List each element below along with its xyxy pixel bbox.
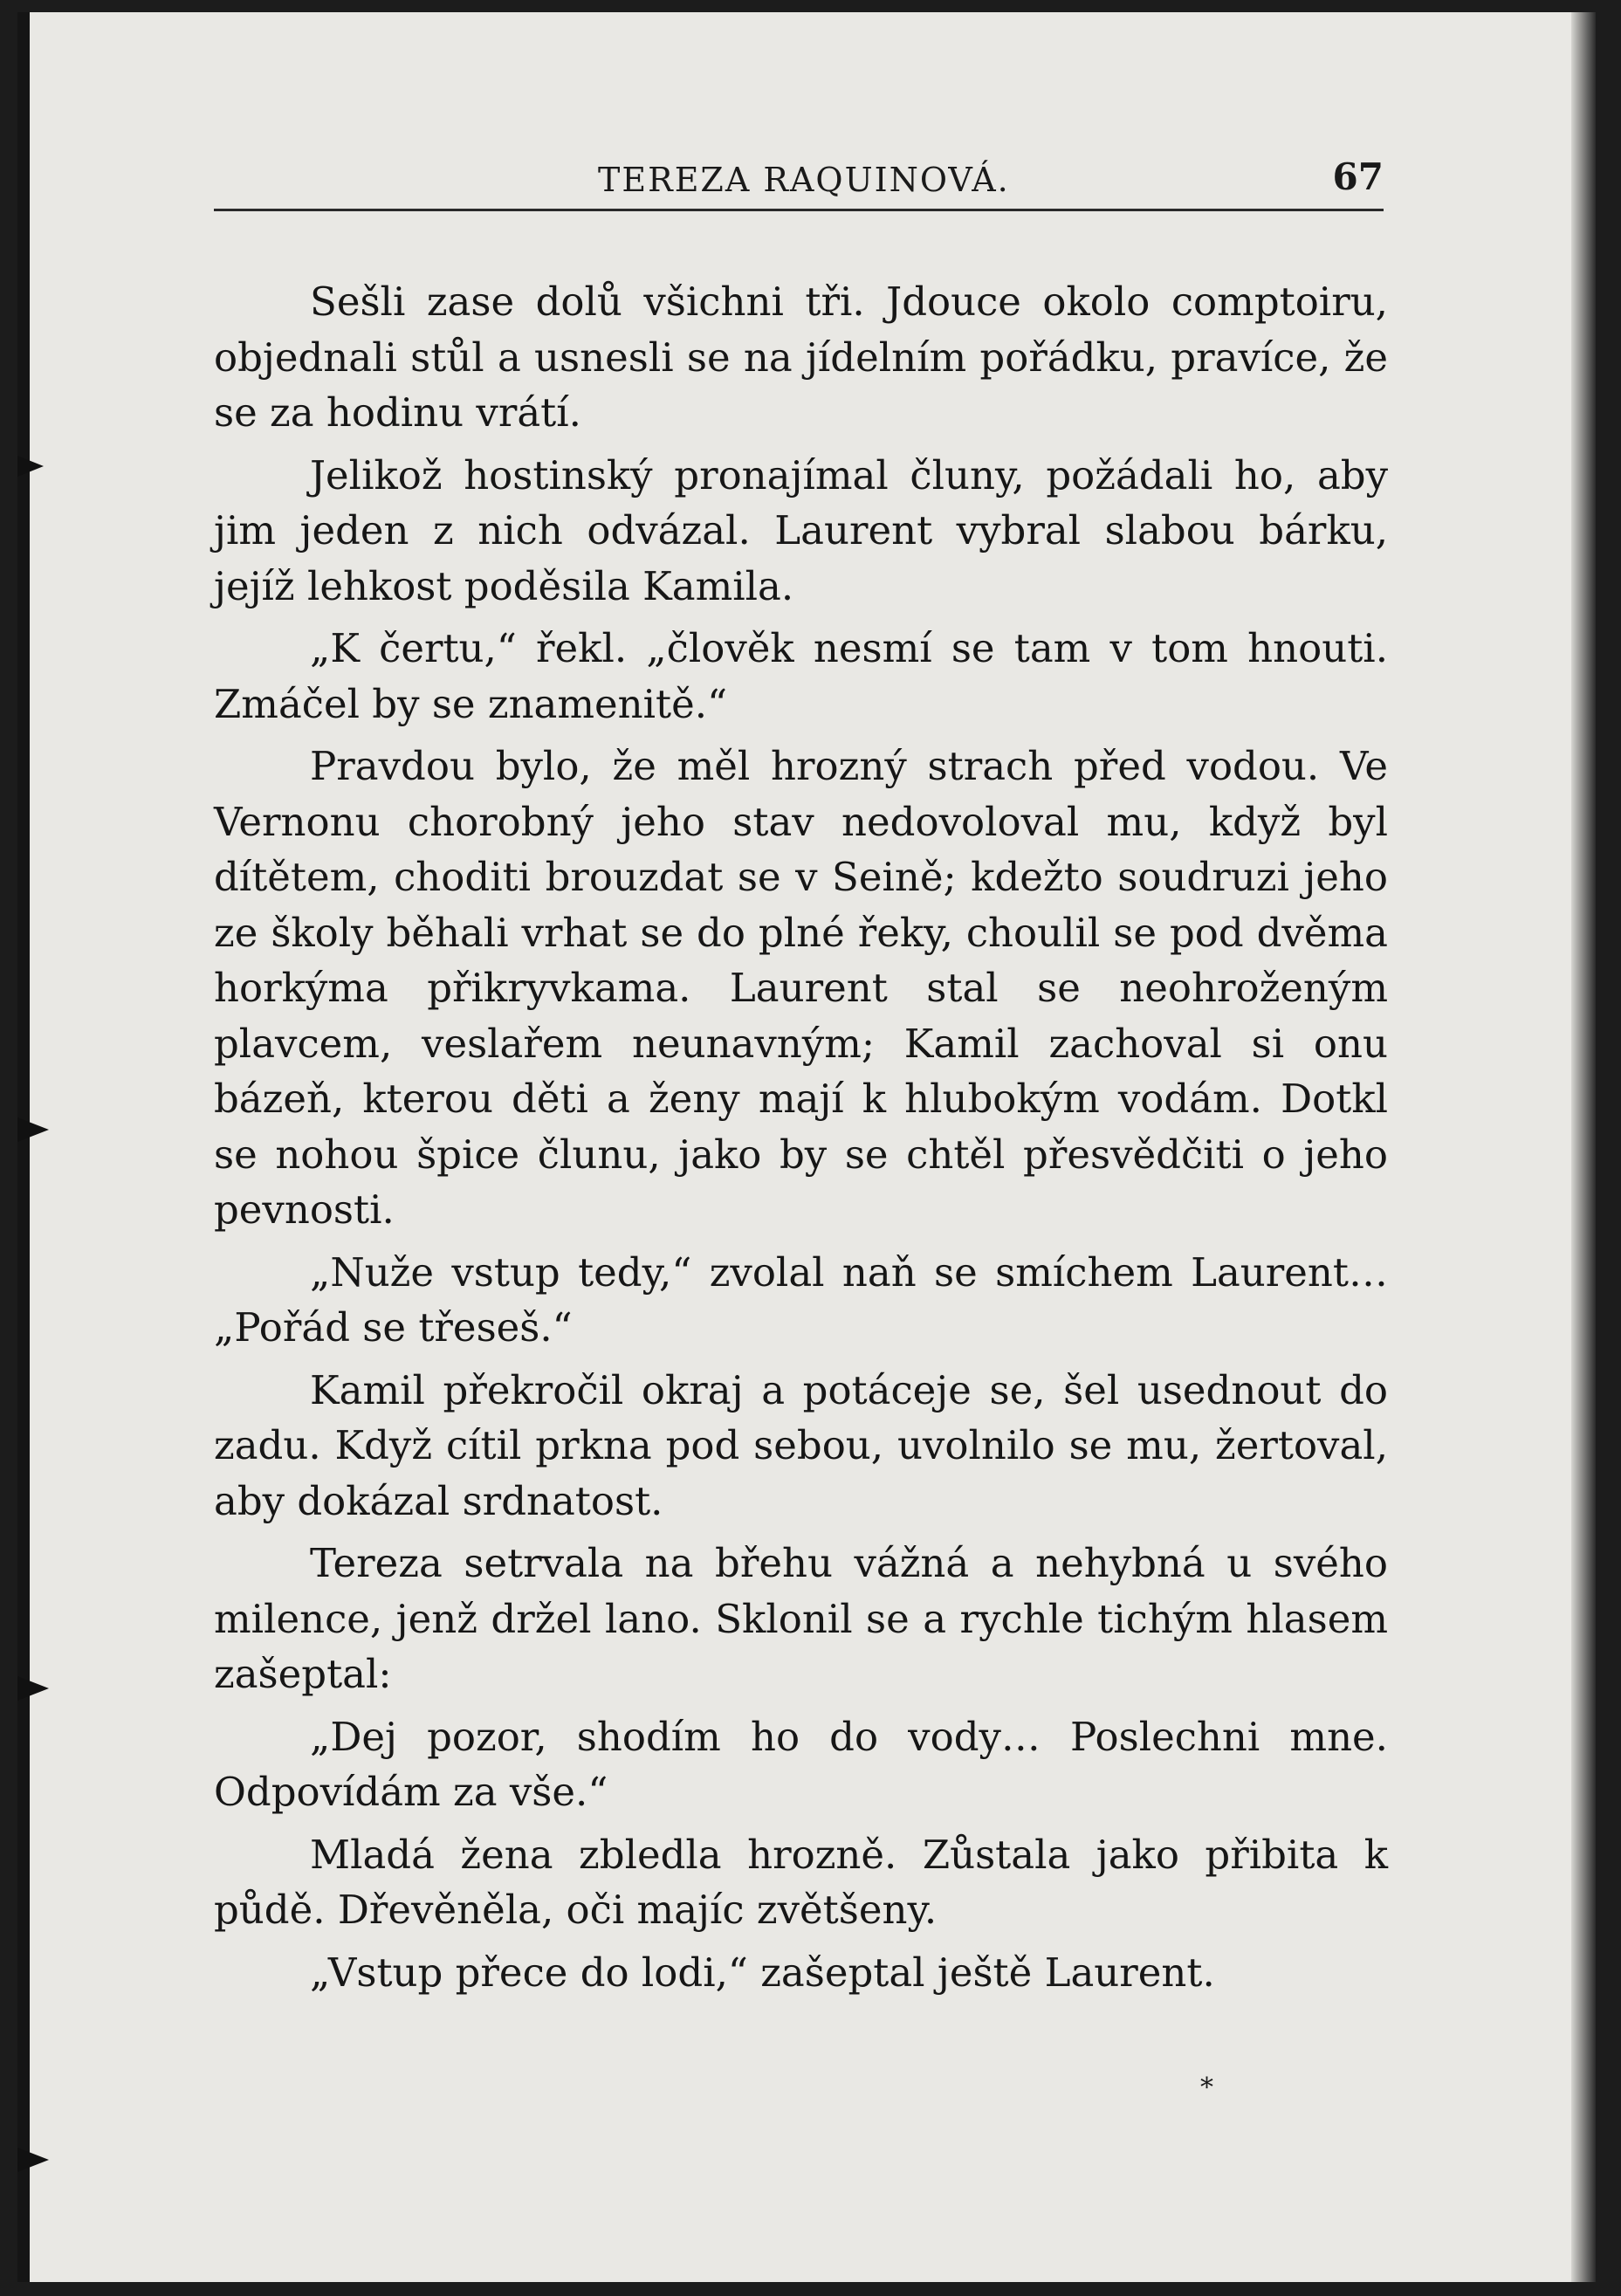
page-number: 67	[1332, 155, 1384, 198]
binding-stitch-icon	[17, 1671, 52, 1706]
page-edge-shadow	[1571, 12, 1596, 2282]
page-header	[214, 152, 1384, 204]
binding-stitch-icon	[17, 449, 52, 484]
running-title: TEREZA RAQUINOVÁ.	[598, 161, 1010, 199]
paragraph: Mladá žena zbledla hrozně. Zůstala jako přibita k půdě. Dřevěněla, oči majíc zvětšeny.	[214, 1831, 1388, 1933]
paragraph: Pravdou bylo, že měl hrozný strach před vodou. Ve Vernonu chorobný jeho stav nedovoloval mu, když byl dítětem, choditi brouzdat se v Seině; kdežto soudruzi jeho ze školy běhali vrhat se do plné řeky, choulil se pod dvěma horkýma přikryvkama. Laurent stal se neohroženým plavcem, veslařem neunavným; Kamil zachoval si onu bázeň, kterou děti a ženy mají k hlubokým vodám. Dotkl se nohou špice člunu, jako by se chtěl přesvědčiti o jeho pevnosti.	[214, 743, 1388, 1233]
paragraph: Jelikož hostinský pronajímal čluny, požádali ho, aby jim jeden z nich odvázal. Laurent vybral slabou bárku, jejíž lehkost poděsila Kamila.	[214, 451, 1388, 609]
paragraph: „K čertu,“ řekl. „člověk nesmí se tam v tom hnouti. Zmáčel by se znamenitě.“	[214, 625, 1388, 727]
paragraph: Sešli zase dolů všichni tři. Jdouce okolo comptoiru, objednali stůl a usnesli se na jídelním pořádku, pravíce, že se za hodinu vrátí.	[214, 278, 1388, 436]
body-text	[214, 274, 1388, 2007]
end-mark: *	[1200, 2073, 1213, 2103]
paragraph: „Nuže vstup tedy,“ zvolal naň se smíchem Laurent… „Pořád se třeseš.“	[214, 1248, 1388, 1351]
paragraph: Kamil překročil okraj a potáceje se, šel usednout do zadu. Když cítil prkna pod sebou, uvolnilo se mu, žertoval, aby dokázal srdnatost.	[214, 1366, 1388, 1524]
binding-stitch-icon	[17, 1112, 52, 1147]
paragraph: Tereza setrvala na břehu vážná a nehybná u svého milence, jenž držel lano. Sklonil se a rychle tichým hlasem zašeptal:	[214, 1540, 1388, 1697]
book-page	[17, 12, 1596, 2282]
binding-spine	[17, 12, 30, 2282]
paragraph: „Vstup přece do lodi,“ zašeptal ještě Laurent.	[310, 1949, 1215, 1996]
header-rule	[214, 209, 1384, 211]
paragraph: „Dej pozor, shodím ho do vody… Poslechni mne. Odpovídám za vše.“	[214, 1713, 1388, 1815]
binding-stitch-icon	[17, 2142, 52, 2177]
